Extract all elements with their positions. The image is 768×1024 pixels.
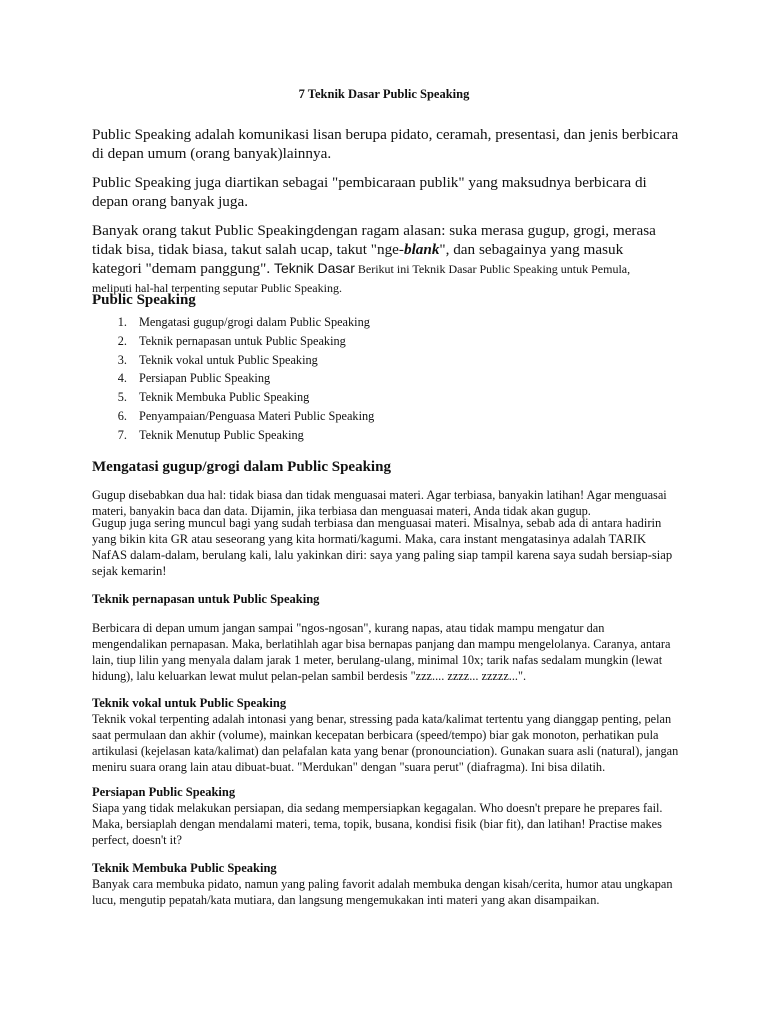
- section-heading: Teknik vokal untuk Public Speaking: [92, 696, 287, 710]
- toc-item: 4. Persiapan Public Speaking: [117, 371, 271, 386]
- toc-item: 5. Teknik Membuka Public Speaking: [117, 390, 310, 405]
- intro-3-sans-fragment: Teknik Dasar: [273, 260, 355, 276]
- toc-item: 6. Penyampaian/Penguasa Materi Public Speaking: [117, 408, 375, 423]
- intro-3-text-b: ", dan sebagainya yang masuk kategori "demam panggung".: [92, 241, 624, 277]
- intro-paragraph-1: Public Speaking adalah komunikasi lisan berupa pidato, ceramah, presentasi, dan jenis berbicara di depan umum (orang banyak)lainnya.: [92, 126, 679, 162]
- section-paragraph: Berbicara di depan umum jangan sampai "ngos-ngosan", kurang napas, atau tidak mampu mengatur dan mengendalikan pernapasan. Maka, berlatihlah agar bisa bernapas panjang dan mampu mengelolanya. Caranya, antara lain, tiup lilin yang menyala dalam jarak 1 meter, berulang-ulang, minimal 10x; tarik nafas sedalam mungkin (lewat hidung), lalu keluarkan lewat mulut pelan-pelan sambil berdesis "zzz.... zzzz... zzzzz...".: [92, 621, 671, 683]
- section-paragraph: Banyak cara membuka pidato, namun yang paling favorit adalah membuka dengan kisah/cerita, humor atau ungkapan lucu, mengutip pepatah/kata mutiara, dan langsung mengemukakan inti materi yang akan disampaikan.: [92, 877, 673, 907]
- section-paragraph: Teknik vokal terpenting adalah intonasi yang benar, stressing pada kata/kalimat tertentu yang dianggap penting, pelan saat permulaan dan akhir (volume), mainkan kecepatan berbicara (speed/tempo) biar gak monoton, perhatikan pula artikulasi (kejelasan kata/kalimat) dan pelafalan kata yang benar (pronounciation). Gunakan suara asli (natural), jangan meniru suara orang lain atau dibuat-buat. "Merdukan" dengan "suara perut" (diafragma). Ini bisa dilatih.: [92, 712, 679, 774]
- toc-item: 3. Teknik vokal untuk Public Speaking: [117, 352, 318, 367]
- section-heading: Teknik pernapasan untuk Public Speaking: [92, 592, 320, 606]
- toc-heading: Public Speaking: [92, 292, 196, 308]
- section-heading: Mengatasi gugup/grogi dalam Public Speaking: [92, 459, 391, 475]
- table-of-contents: [92, 313, 374, 445]
- toc-item: 1. Mengatasi gugup/grogi dalam Public Speaking: [117, 315, 370, 329]
- intro-paragraph-3: [92, 221, 672, 297]
- section-paragraph: Siapa yang tidak melakukan persiapan, dia sedang mempersiapkan kegagalan. Who doesn't prepare he prepares fail. Maka, bersiaplah dengan mendalami materi, tema, topik, busana, kondisi fisik (biar fit), dan latihan! Practise makes perfect, doesn't it?: [92, 801, 663, 847]
- section-paragraph: Gugup disebabkan dua hal: tidak biasa dan tidak menguasai materi. Agar terbiasa, banyakin latihan! Agar menguasai materi, banyakin baca dan data. Dijamin, jika terbiasa dan menguasai materi, Anda tidak akan gugup.: [92, 488, 667, 518]
- toc-item: 7. Teknik Menutup Public Speaking: [117, 427, 304, 442]
- document-title: 7 Teknik Dasar Public Speaking: [298, 87, 470, 101]
- section-heading: Teknik Membuka Public Speaking: [92, 861, 277, 875]
- intro-3-blank: blank: [403, 241, 440, 258]
- intro-3-text-a: Banyak orang takut Public Speakingdengan ragam alasan: suka merasa gugup, grogi, merasa tidak bisa, tidak biasa, takut salah ucap, takut "nge-: [92, 222, 656, 258]
- section-heading: Persiapan Public Speaking: [92, 785, 236, 799]
- intro-paragraph-2: Public Speaking juga diartikan sebagai "pembicaraan publik" yang maksudnya berbicara di depan orang banyak juga.: [92, 174, 647, 210]
- toc-item: 2. Teknik pernapasan untuk Public Speaking: [117, 333, 346, 348]
- section-paragraph: Gugup juga sering muncul bagi yang sudah terbiasa dan menguasai materi. Misalnya, sebab ada di antara hadirin yang bikin kita GR atau seseorang yang kita hormati/kagumi. Maka, cara instant mengatasinya adalah TARIK NafAS dalam-dalam, berulang kali, lalu yakinkan diri: saya yang paling siap tampil karena saya sudah bersiap-siap sejak kemarin!: [92, 516, 673, 578]
- intro-3-text-c: Berikut ini Teknik Dasar Public Speaking untuk Pemula, meliputi hal-hal terpenting seputar Public Speaking.: [92, 262, 631, 295]
